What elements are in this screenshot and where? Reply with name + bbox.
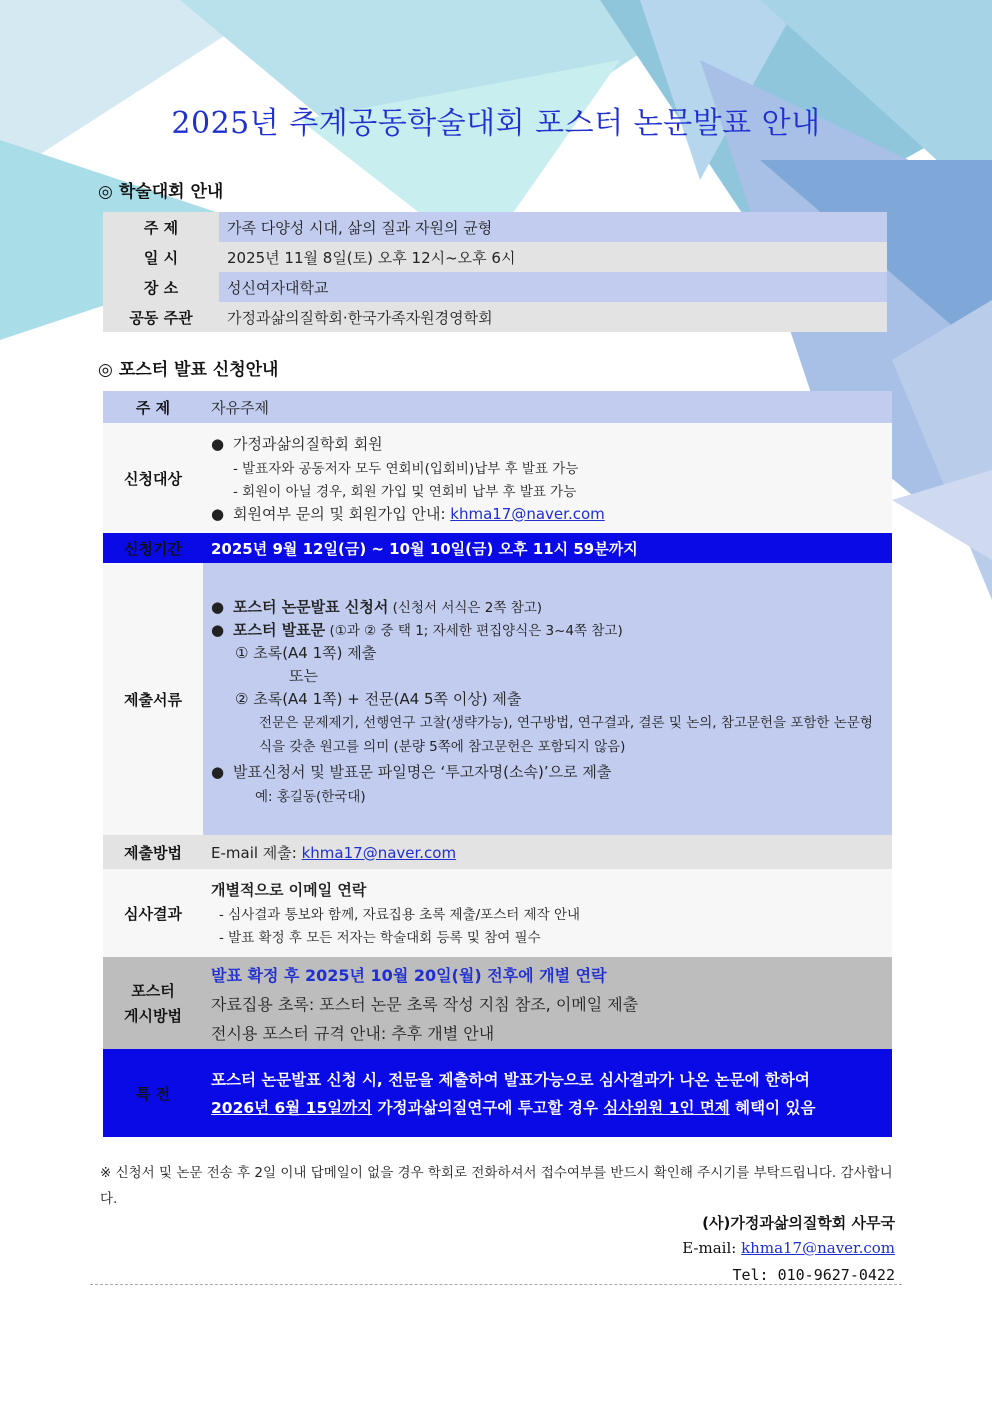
double-circle-icon: ◎ [98, 182, 113, 202]
table-row-eligibility [103, 423, 892, 533]
page-title: 2025년 추계공동학술대회 포스터 논문발표 안내 [171, 106, 821, 141]
row-label: 주 제 [103, 391, 203, 423]
row-label: 일 시 [103, 242, 219, 272]
footnote: ※ 신청서 및 논문 전송 후 2일 이내 답메일이 없을 경우 학회로 전화하셔서 접수여부를 반드시 확인해 주시기를 부탁드립니다. 감사합니다. [100, 1165, 893, 1207]
row-label: 신청대상 [103, 423, 203, 533]
double-circle-icon: ◎ [98, 360, 113, 380]
documents-content: ● 포스터 논문발표 신청서 (신청서 서식은 2쪽 참고) ● 포스터 발표문 (①과 ② 중 택 1; 자세한 편집양식은 3~4쪽 참고) ① 초록(A4 1쪽) 제출 또는 ② 초록(A4 1쪽) + 전문(A4 5쪽 이상) 제출 전문은 문제제기, 선행연구 고찰(생략가능), 연구방법, 연구결과, 결론 및 논의, 참고문헌을 포함한 논문형식을 갖춘 원고를 의미 (분량 5쪽에 참고문헌은 포함되지 않음) ● 발표신청서 및 발표문 파일명은 ‘투고자명(소속)’으로 제출 예: 홍길동(한국대) [203, 563, 892, 835]
section-heading-conference: ◎ 학술대회 안내 [98, 182, 224, 202]
bullet-icon: ● [211, 763, 225, 781]
table-row [103, 302, 887, 332]
table-row-benefit [103, 1049, 892, 1137]
table-row [103, 212, 887, 242]
row-value: 가정과삶의질학회·한국가족자원경영학회 [219, 302, 887, 332]
table-row-topic [103, 391, 892, 423]
row-value: 2025년 11월 8일(토) 오후 12시~오후 6시 [219, 242, 887, 272]
bullet-icon: ● [211, 621, 225, 639]
row-label: 공동 주관 [103, 302, 219, 332]
poster-info-table [103, 391, 892, 1137]
table-row-method [103, 835, 892, 869]
row-label: 심사결과 [103, 869, 203, 957]
conference-info-table [103, 212, 887, 332]
bullet-icon: ● [211, 434, 225, 453]
row-label: 신청기간 [103, 533, 203, 563]
bullet-icon: ● [211, 504, 225, 523]
table-row-period [103, 533, 892, 563]
eligibility-content: ● 가정과삶의질학회 회원 - 발표자와 공동저자 모두 연회비(입회비)납부 후 발표 가능 - 회원이 아닐 경우, 회원 가입 및 연회비 납부 후 발표 가능 ● 회원여부 문의 및 회원가입 안내: khma17@naver.com [203, 423, 892, 533]
email-link[interactable]: khma17@naver.com [450, 504, 605, 523]
poster-content: 발표 확정 후 2025년 10월 20일(월) 전후에 개별 연락 자료집용 초록: 포스터 논문 초록 작성 지침 참조, 이메일 제출 전시용 포스터 규격 안내: 추후 개별 안내 [203, 957, 892, 1049]
table-row-documents [103, 563, 892, 835]
row-value: 2025년 9월 12일(금) ~ 10월 10일(금) 오후 11시 59분까지 [203, 533, 892, 563]
row-value: 성신여자대학교 [219, 272, 887, 302]
row-label: 주 제 [103, 212, 219, 242]
row-label: 포스터 게시방법 [103, 957, 203, 1049]
signature-email: E-mail: khma17@naver.com [682, 1239, 895, 1257]
section-heading-poster: ◎ 포스터 발표 신청안내 [98, 360, 279, 380]
table-row [103, 272, 887, 302]
table-row-review [103, 869, 892, 957]
row-value: 자유주제 [203, 391, 892, 423]
dashed-divider [90, 1284, 902, 1285]
row-label: 장 소 [103, 272, 219, 302]
table-row-poster [103, 957, 892, 1049]
email-link[interactable]: khma17@naver.com [301, 843, 457, 862]
row-label: 제출방법 [103, 835, 203, 869]
row-label: 특 전 [103, 1049, 203, 1137]
table-row [103, 242, 887, 272]
signature-org: (사)가정과삶의질학회 사무국 [702, 1214, 895, 1232]
signature-tel: Tel: 010-9627-0422 [732, 1266, 895, 1284]
benefit-content: 포스터 논문발표 신청 시, 전문을 제출하여 발표가능으로 심사결과가 나온 논문에 한하여 2026년 6월 15일까지 가정과삶의질연구에 투고할 경우 심사위원 1인 면제 혜택이 있음 [203, 1049, 892, 1137]
review-content: 개별적으로 이메일 연락 - 심사결과 통보와 함께, 자료집용 초록 제출/포스터 제작 안내 - 발표 확정 후 모든 저자는 학술대회 등록 및 참여 필수 [203, 869, 892, 957]
row-label: 제출서류 [103, 563, 203, 835]
email-link[interactable]: khma17@naver.com [741, 1239, 895, 1257]
row-value: E-mail 제출: khma17@naver.com [203, 835, 892, 869]
bullet-icon: ● [211, 598, 225, 616]
row-value: 가족 다양성 시대, 삶의 질과 자원의 균형 [219, 212, 887, 242]
